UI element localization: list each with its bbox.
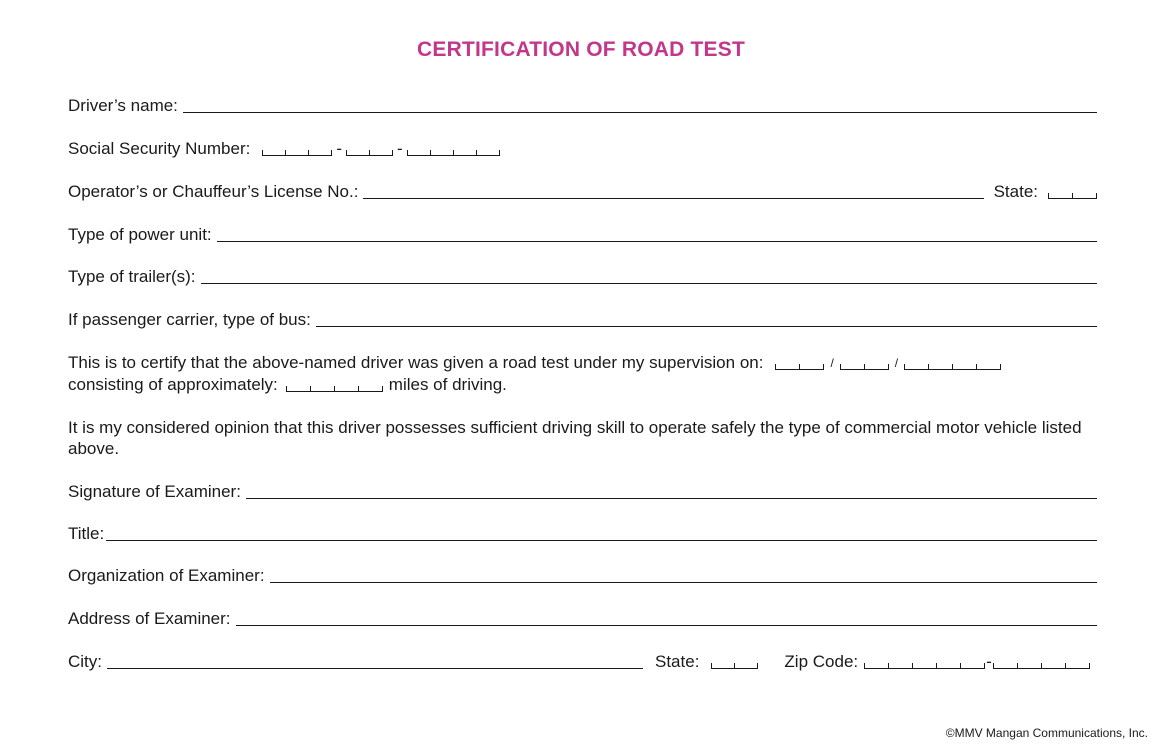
ssn-part-3-field[interactable] [407, 143, 500, 156]
ssn-row [68, 139, 1097, 159]
license-state-label: State: [993, 182, 1038, 201]
address-row [68, 609, 1097, 629]
test-date-month-field[interactable] [775, 357, 824, 370]
miles-field[interactable] [286, 379, 383, 392]
organization-label: Organization of Examiner: [68, 566, 265, 585]
address-label: Address of Examiner: [68, 609, 231, 628]
organization-field[interactable] [270, 568, 1097, 583]
license-label: Operator’s or Chauffeur’s License No.: [68, 182, 359, 201]
license-row [68, 182, 1097, 202]
drivers-name-row [68, 96, 1097, 116]
certify-row [68, 353, 1088, 373]
city-state-field[interactable] [711, 656, 758, 669]
test-date-day-field[interactable] [840, 357, 889, 370]
ssn-part-1-field[interactable] [262, 143, 332, 156]
city-label: City: [68, 652, 102, 671]
examiner-title-field[interactable] [106, 526, 1097, 541]
consisting-label: consisting of approximately: [68, 375, 278, 394]
date-separator-1: / [830, 356, 834, 370]
trailers-label: Type of trailer(s): [68, 267, 196, 286]
bus-row [68, 310, 1097, 330]
zip-code-part-1-field[interactable] [864, 656, 985, 669]
form-title: CERTIFICATION OF ROAD TEST [417, 38, 745, 61]
power-unit-field[interactable] [217, 227, 1097, 242]
zip-code-part-2-field[interactable] [993, 656, 1090, 669]
certify-text: This is to certify that the above-named driver was given a road test under my supervision on: [68, 353, 764, 372]
trailers-row [68, 267, 1097, 287]
ssn-label: Social Security Number: [68, 139, 251, 158]
power-unit-row [68, 225, 1097, 245]
license-number-field[interactable] [363, 184, 983, 199]
city-state-label: State: [655, 652, 700, 671]
city-row [68, 652, 1097, 672]
drivers-name-field[interactable] [183, 98, 1097, 113]
ssn-separator-2: - [397, 139, 403, 158]
title-row [68, 524, 1097, 544]
trailers-field[interactable] [201, 269, 1097, 284]
power-unit-label: Type of power unit: [68, 225, 212, 244]
address-field[interactable] [236, 611, 1097, 626]
bus-label: If passenger carrier, type of bus: [68, 310, 311, 329]
zip-code-label: Zip Code: [784, 652, 859, 671]
city-field[interactable] [107, 654, 643, 669]
opinion-text: It is my considered opinion that this driver possesses sufficient driving skill to operate safely the type of commercial motor vehicle listed above. [68, 418, 1082, 458]
license-state-field[interactable] [1048, 186, 1097, 199]
organization-row [68, 566, 1097, 586]
examiner-title-label: Title: [68, 524, 105, 543]
miles-row [68, 375, 1097, 395]
bus-type-field[interactable] [316, 312, 1097, 327]
miles-label: miles of driving. [388, 375, 507, 394]
ssn-part-2-field[interactable] [346, 143, 393, 156]
signature-field[interactable] [246, 484, 1097, 499]
copyright-notice: ©MMV Mangan Communications, Inc. [945, 726, 1148, 740]
drivers-name-label: Driver’s name: [68, 96, 178, 115]
date-separator-2: / [894, 356, 899, 370]
signature-row [68, 482, 1097, 502]
zip-separator: - [986, 652, 992, 671]
ssn-separator-1: - [336, 139, 343, 158]
test-date-year-field[interactable] [904, 357, 1001, 370]
signature-label: Signature of Examiner: [68, 482, 241, 501]
